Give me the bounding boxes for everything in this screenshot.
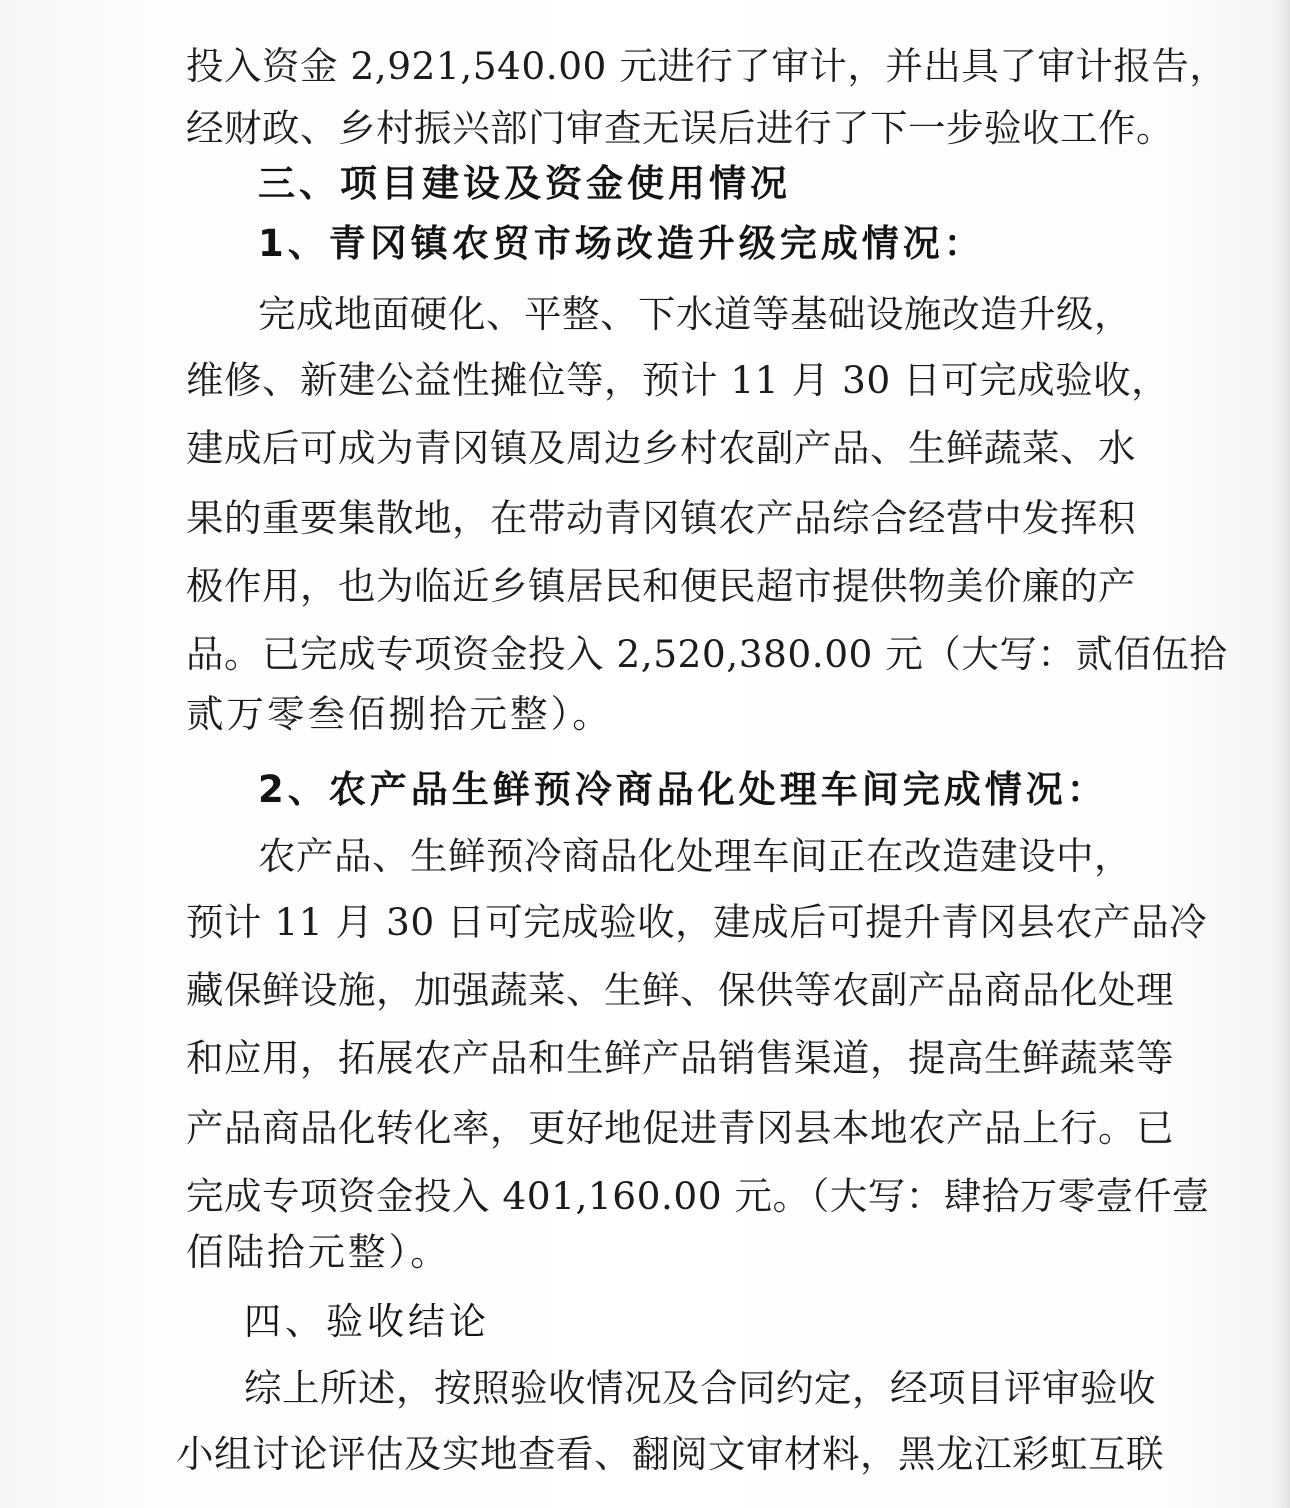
body-line: 农产品、生鲜预冷商品化处理车间正在改造建设中， xyxy=(258,834,1132,878)
page-edge-shadow xyxy=(1276,0,1290,1508)
subsection-heading-1: 1、青冈镇农贸市场改造升级完成情况： xyxy=(258,222,985,265)
body-line: 藏保鲜设施，加强蔬菜、生鲜、保供等农副产品商品化处理 xyxy=(186,968,1174,1012)
section-heading-4: 四、验收结论 xyxy=(244,1300,490,1343)
body-line: 产品商品化转化率，更好地促进青冈县本地农产品上行。已 xyxy=(186,1106,1174,1150)
body-line: 经财政、乡村振兴部门审查无误后进行了下一步验收工作。 xyxy=(186,106,1174,150)
body-line: 佰陆拾元整）。 xyxy=(186,1230,451,1274)
body-line: 果的重要集散地，在带动青冈镇农产品综合经营中发挥积 xyxy=(186,496,1136,540)
body-line: 投入资金 2,921,540.00 元进行了审计，并出具了审计报告， xyxy=(186,44,1228,88)
body-line: 和应用，拓展农产品和生鲜产品销售渠道，提高生鲜蔬菜等 xyxy=(186,1036,1174,1080)
body-line: 小组讨论评估及实地查看、翻阅文审材料，黑龙江彩虹互联 xyxy=(176,1432,1164,1476)
body-line: 建成后可成为青冈镇及周边乡村农副产品、生鲜蔬菜、水 xyxy=(186,426,1136,470)
body-line: 品。已完成专项资金投入 2,520,380.00 元（大写：贰佰伍拾 xyxy=(186,632,1228,676)
body-line: 贰万零叁佰捌拾元整）。 xyxy=(186,692,613,736)
body-line: 维修、新建公益性摊位等，预计 11 月 30 日可完成验收， xyxy=(186,358,1170,402)
body-line: 综上所述，按照验收情况及合同约定，经项目评审验收 xyxy=(244,1366,1156,1410)
body-line: 完成地面硬化、平整、下水道等基础设施改造升级， xyxy=(258,292,1132,336)
section-heading-3: 三、项目建设及资金使用情况 xyxy=(258,162,791,205)
body-line: 预计 11 月 30 日可完成验收，建成后可提升青冈县农产品冷 xyxy=(186,900,1208,944)
body-line: 极作用，也为临近乡镇居民和便民超市提供物美价廉的产 xyxy=(186,564,1136,608)
subsection-heading-2: 2、农产品生鲜预冷商品化处理车间完成情况： xyxy=(258,768,1108,811)
body-line: 完成专项资金投入 401,160.00 元。（大写：肆拾万零壹仟壹 xyxy=(186,1174,1210,1218)
